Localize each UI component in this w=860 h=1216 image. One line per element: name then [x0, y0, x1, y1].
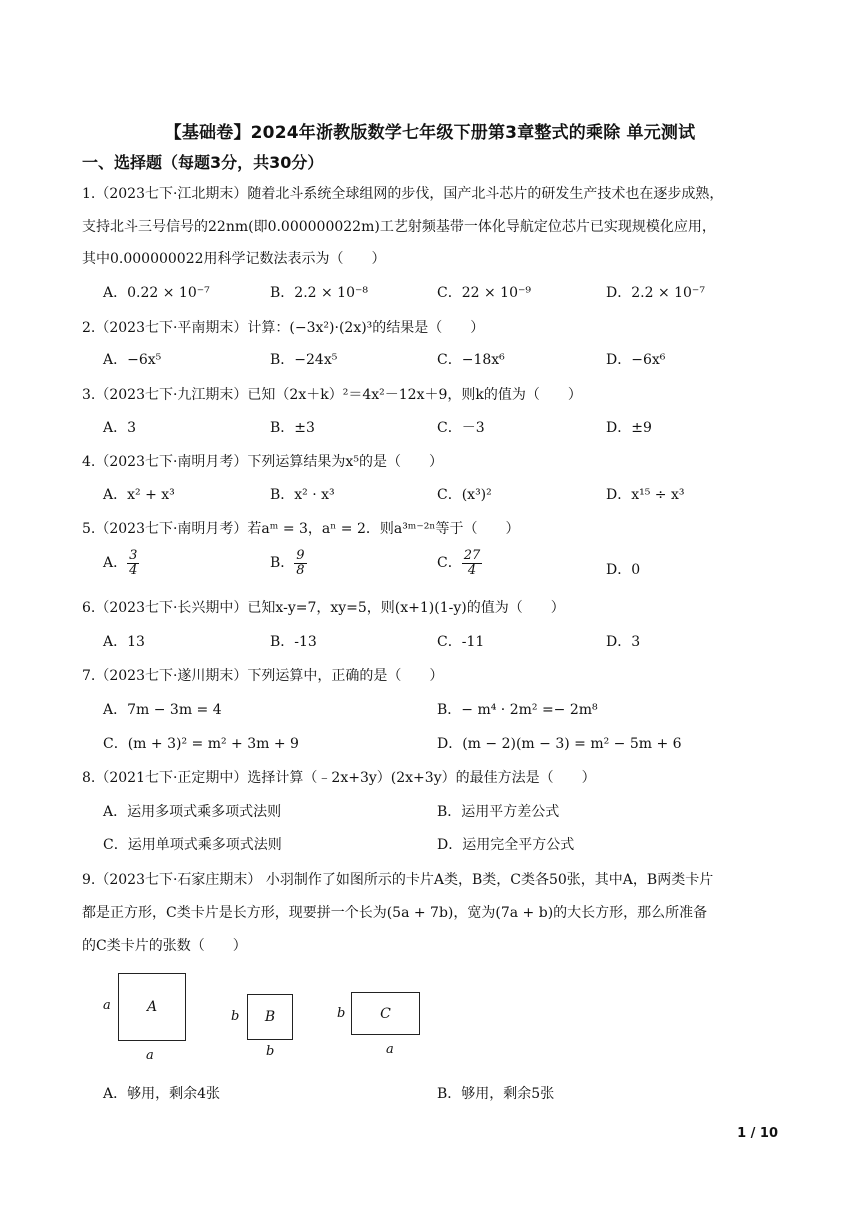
question-4-option-a: A．x² + x³ — [103, 487, 175, 503]
question-1-line-3: 其中0.000000022用科学记数法表示为（ ） — [82, 251, 386, 267]
question-2-line-1: 2.（2023七下·平南期末）计算：(−3x²)·(2x)³的结果是（ ） — [82, 320, 485, 336]
question-9-line-1: 9.（2023七下·石家庄期末） 小羽制作了如图所示的卡片A类，B类，C类各50张，其中A，B两类卡片 — [82, 872, 714, 888]
numerator: 9 — [296, 548, 305, 563]
question-5-line-1: 5.（2023七下·南明月考）若aᵐ = 3，aⁿ = 2．则a³ᵐ⁻²ⁿ等于（ ） — [82, 521, 520, 537]
question-2-option-c: C．−18x⁶ — [437, 352, 505, 368]
question-5-option-d: D．0 — [606, 562, 641, 578]
question-3-option-b: B．±3 — [270, 420, 315, 436]
card-c-rectangle: C — [351, 992, 420, 1035]
question-5-option-b — [270, 549, 307, 577]
option-c-label: C． — [437, 555, 462, 572]
document-title: 【基础卷】2024年浙教版数学七年级下册第3章整式的乘除 单元测试 — [164, 123, 696, 143]
denominator: 8 — [296, 562, 305, 578]
question-4-option-b: B．x² · x³ — [270, 487, 335, 503]
fraction — [127, 549, 139, 577]
card-a-square: A — [118, 973, 186, 1041]
question-4-option-c: C．(x³)² — [437, 487, 492, 503]
question-1-option-d: D．2.2 × 10⁻⁷ — [606, 285, 705, 301]
card-b-square: B — [247, 994, 293, 1040]
question-2-option-b: B．−24x⁵ — [270, 352, 338, 368]
question-4-option-d: D．x¹⁵ ÷ x³ — [606, 487, 685, 503]
question-8-option-d: D．运用完全平方公式 — [437, 837, 575, 853]
question-8-option-b: B．运用平方差公式 — [437, 804, 560, 820]
question-2-option-d: D．−6x⁶ — [606, 352, 666, 368]
question-2-option-a: A．−6x⁵ — [103, 352, 162, 368]
question-4-line-1: 4.（2023七下·南明月考）下列运算结果为x⁵的是（ ） — [82, 454, 443, 470]
question-6-option-a: A．13 — [103, 634, 145, 650]
question-7-line-1: 7.（2023七下·遂川期末）下列运算中，正确的是（ ） — [82, 668, 444, 684]
question-9-line-2: 都是正方形，C类卡片是长方形，现要拼一个长为(5a + 7b)，宽为(7a + b)的大长方形，那么所准备 — [82, 905, 708, 921]
option-a-label: A． — [103, 555, 128, 572]
fraction — [294, 549, 306, 577]
question-6-option-b: B．-13 — [270, 634, 317, 650]
numerator: 3 — [129, 548, 138, 563]
question-9-line-3: 的C类卡片的张数（ ） — [82, 938, 247, 954]
card-a-side-label: a — [103, 998, 111, 1013]
fraction — [462, 549, 483, 577]
question-7-option-d: D．(m − 2)(m − 3) = m² − 5m + 6 — [437, 736, 682, 752]
question-6-option-c: C．-11 — [437, 634, 485, 650]
question-3-option-d: D．±9 — [606, 420, 652, 436]
card-a-bottom-label: a — [146, 1048, 154, 1063]
card-c-bottom-label: a — [386, 1042, 394, 1057]
question-5-option-c — [437, 549, 482, 577]
question-1-line-2: 支持北斗三号信号的22nm(即0.000000022m)工艺射频基带一体化导航定位芯片已实现规模化应用， — [82, 219, 716, 235]
card-b-bottom-label: b — [266, 1044, 275, 1059]
question-6-line-1: 6.（2023七下·长兴期中）已知x-y=7，xy=5，则(x+1)(1-y)的值为（ ） — [82, 600, 565, 616]
question-1-option-c: C．22 × 10⁻⁹ — [437, 285, 531, 301]
question-7-option-b: B．− m⁴ · 2m² =− 2m⁸ — [437, 702, 598, 718]
option-b-label: B． — [270, 555, 295, 572]
question-8-option-c: C．运用单项式乘多项式法则 — [103, 837, 282, 853]
page-number: 1 / 10 — [737, 1126, 778, 1141]
question-8-line-1: 8.（2021七下·正定期中）选择计算（﹣2x+3y）(2x+3y）的最佳方法是（ ） — [82, 770, 596, 786]
question-8-option-a: A．运用多项式乘多项式法则 — [103, 804, 282, 820]
question-7-option-c: C．(m + 3)² = m² + 3m + 9 — [103, 736, 299, 752]
section-heading: 一、选择题（每题3分，共30分） — [82, 153, 324, 172]
question-3-option-a: A．3 — [103, 420, 137, 436]
question-1-option-b: B．2.2 × 10⁻⁸ — [270, 285, 368, 301]
question-3-option-c: C．－3 — [437, 420, 485, 436]
denominator: 4 — [129, 562, 138, 578]
card-b-side-label: b — [231, 1009, 240, 1024]
question-1-line-1: 1.（2023七下·江北期末）随着北斗系统全球组网的步伐，国产北斗芯片的研发生产技术也在逐步成熟， — [82, 186, 724, 202]
question-7-option-a: A．7m − 3m = 4 — [103, 702, 222, 718]
question-5-option-a — [103, 549, 139, 577]
question-3-line-1: 3.（2023七下·九江期末）已知（2x＋k）²＝4x²－12x＋9，则k的值为（ ） — [82, 387, 582, 403]
question-9-option-a: A．够用，剩余4张 — [103, 1086, 221, 1102]
card-c-side-label: b — [337, 1006, 346, 1021]
question-9-option-b: B．够用，剩余5张 — [437, 1086, 555, 1102]
question-6-option-d: D．3 — [606, 634, 641, 650]
numerator: 27 — [463, 548, 481, 563]
question-1-option-a: A．0.22 × 10⁻⁷ — [103, 285, 210, 301]
denominator: 4 — [467, 562, 477, 578]
